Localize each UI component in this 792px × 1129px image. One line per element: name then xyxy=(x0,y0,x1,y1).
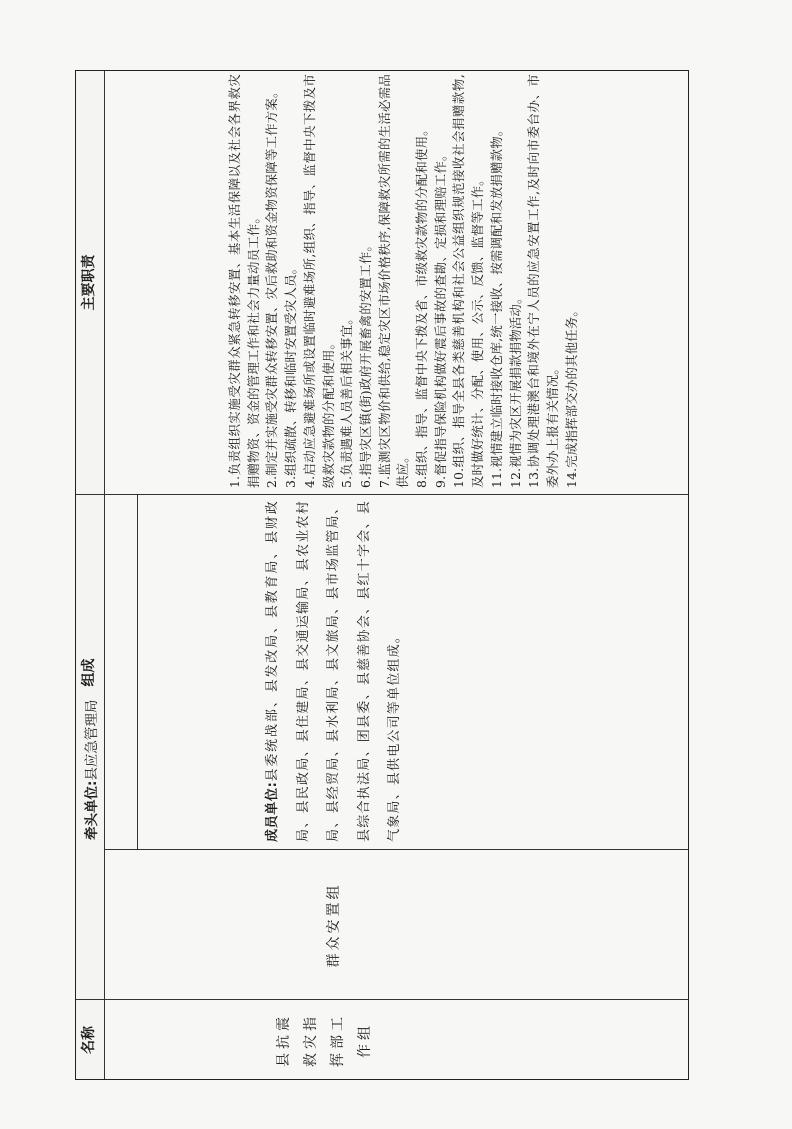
group-name: 县抗震救灾指挥部工作组 xyxy=(276,1013,373,1067)
duty-item: 5.负责遇难人员善后相关事宜。 xyxy=(339,312,355,488)
duty-item: 7.监测灾区物价和供给,稳定灾区市场价格秩序,保障救灾所需的生活必需品供应。 xyxy=(376,74,411,488)
duty-item: 8.组织、指导、监督中央下拨及省、市级救灾款物的分配和使用。 xyxy=(414,123,430,488)
duty-item: 10.组织、指导全县各类慈善机构和社会公益组织规范接收社会捐赠款物,及时做好统计、分配、使用、公示、反馈、监督等工作。 xyxy=(451,74,486,488)
duty-item: 2.制定并实施受灾群众转移安置、灾后救助和资金物资保障等工作方案。 xyxy=(264,85,280,488)
duties-cell xyxy=(226,74,581,488)
duty-item: 14.完成指挥部交办的其他任务。 xyxy=(563,304,579,488)
duty-item: 9.督促指导保险机构做好震后事故的查勘、定损和理赔工作。 xyxy=(432,148,448,488)
header-name: 名称 xyxy=(81,1026,97,1054)
member-units xyxy=(258,500,411,842)
duty-item: 12.视情为灾区开展捐款捐物活动。 xyxy=(507,291,523,488)
duty-item: 1.负责组织实施受灾群众紧急转移安置、基本生活保障以及社会各界救灾捐赠物资、资金的管理工作和社会力量动员工作。 xyxy=(227,74,261,488)
duty-item: 6.指导灾区镇(街)政府开展畜禽的安置工作。 xyxy=(357,239,373,488)
duty-item: 13.协调处理港澳台和境外在宁人员的应急安置工作,及时向市委台办、市委外办上报有关情况。 xyxy=(526,74,560,488)
header-composition: 组成 xyxy=(81,658,97,687)
lead-unit-label: 牵头单位: xyxy=(84,780,100,840)
sub-group-name: 群众安置组 xyxy=(326,882,342,968)
duty-item: 11.视情建立临时接收仓库,统一接收、按需调配和发放捐赠款物。 xyxy=(488,123,504,488)
lead-unit xyxy=(77,500,107,840)
lead-unit-value: 县应急管理局 xyxy=(84,699,100,781)
duty-item: 4.启动应急避难场所或设置临时避难场所,组织、指导、监督中央下拨及市级救灾款物的分配和使用。 xyxy=(301,74,336,488)
member-units-label: 成员单位: xyxy=(265,782,280,842)
duty-item: 3.组织疏散、转移和临时安置受灾人员。 xyxy=(283,261,299,488)
header-duties: 主要职责 xyxy=(81,254,97,311)
member-units-value: 县委统战部、县发改局、县教育局、县财政局、县民政局、县住建局、县交通运输局、县农业农村局、县经贸局、县水利局、县文旅局、县市场监管局、县综合执法局、团县委、县慈善协会、县红十字会、县气象局、县供电公司等单位组成。 xyxy=(265,500,402,842)
duty-list xyxy=(226,74,581,488)
responsibility-table xyxy=(75,70,689,1080)
rotated-page xyxy=(75,0,792,1129)
